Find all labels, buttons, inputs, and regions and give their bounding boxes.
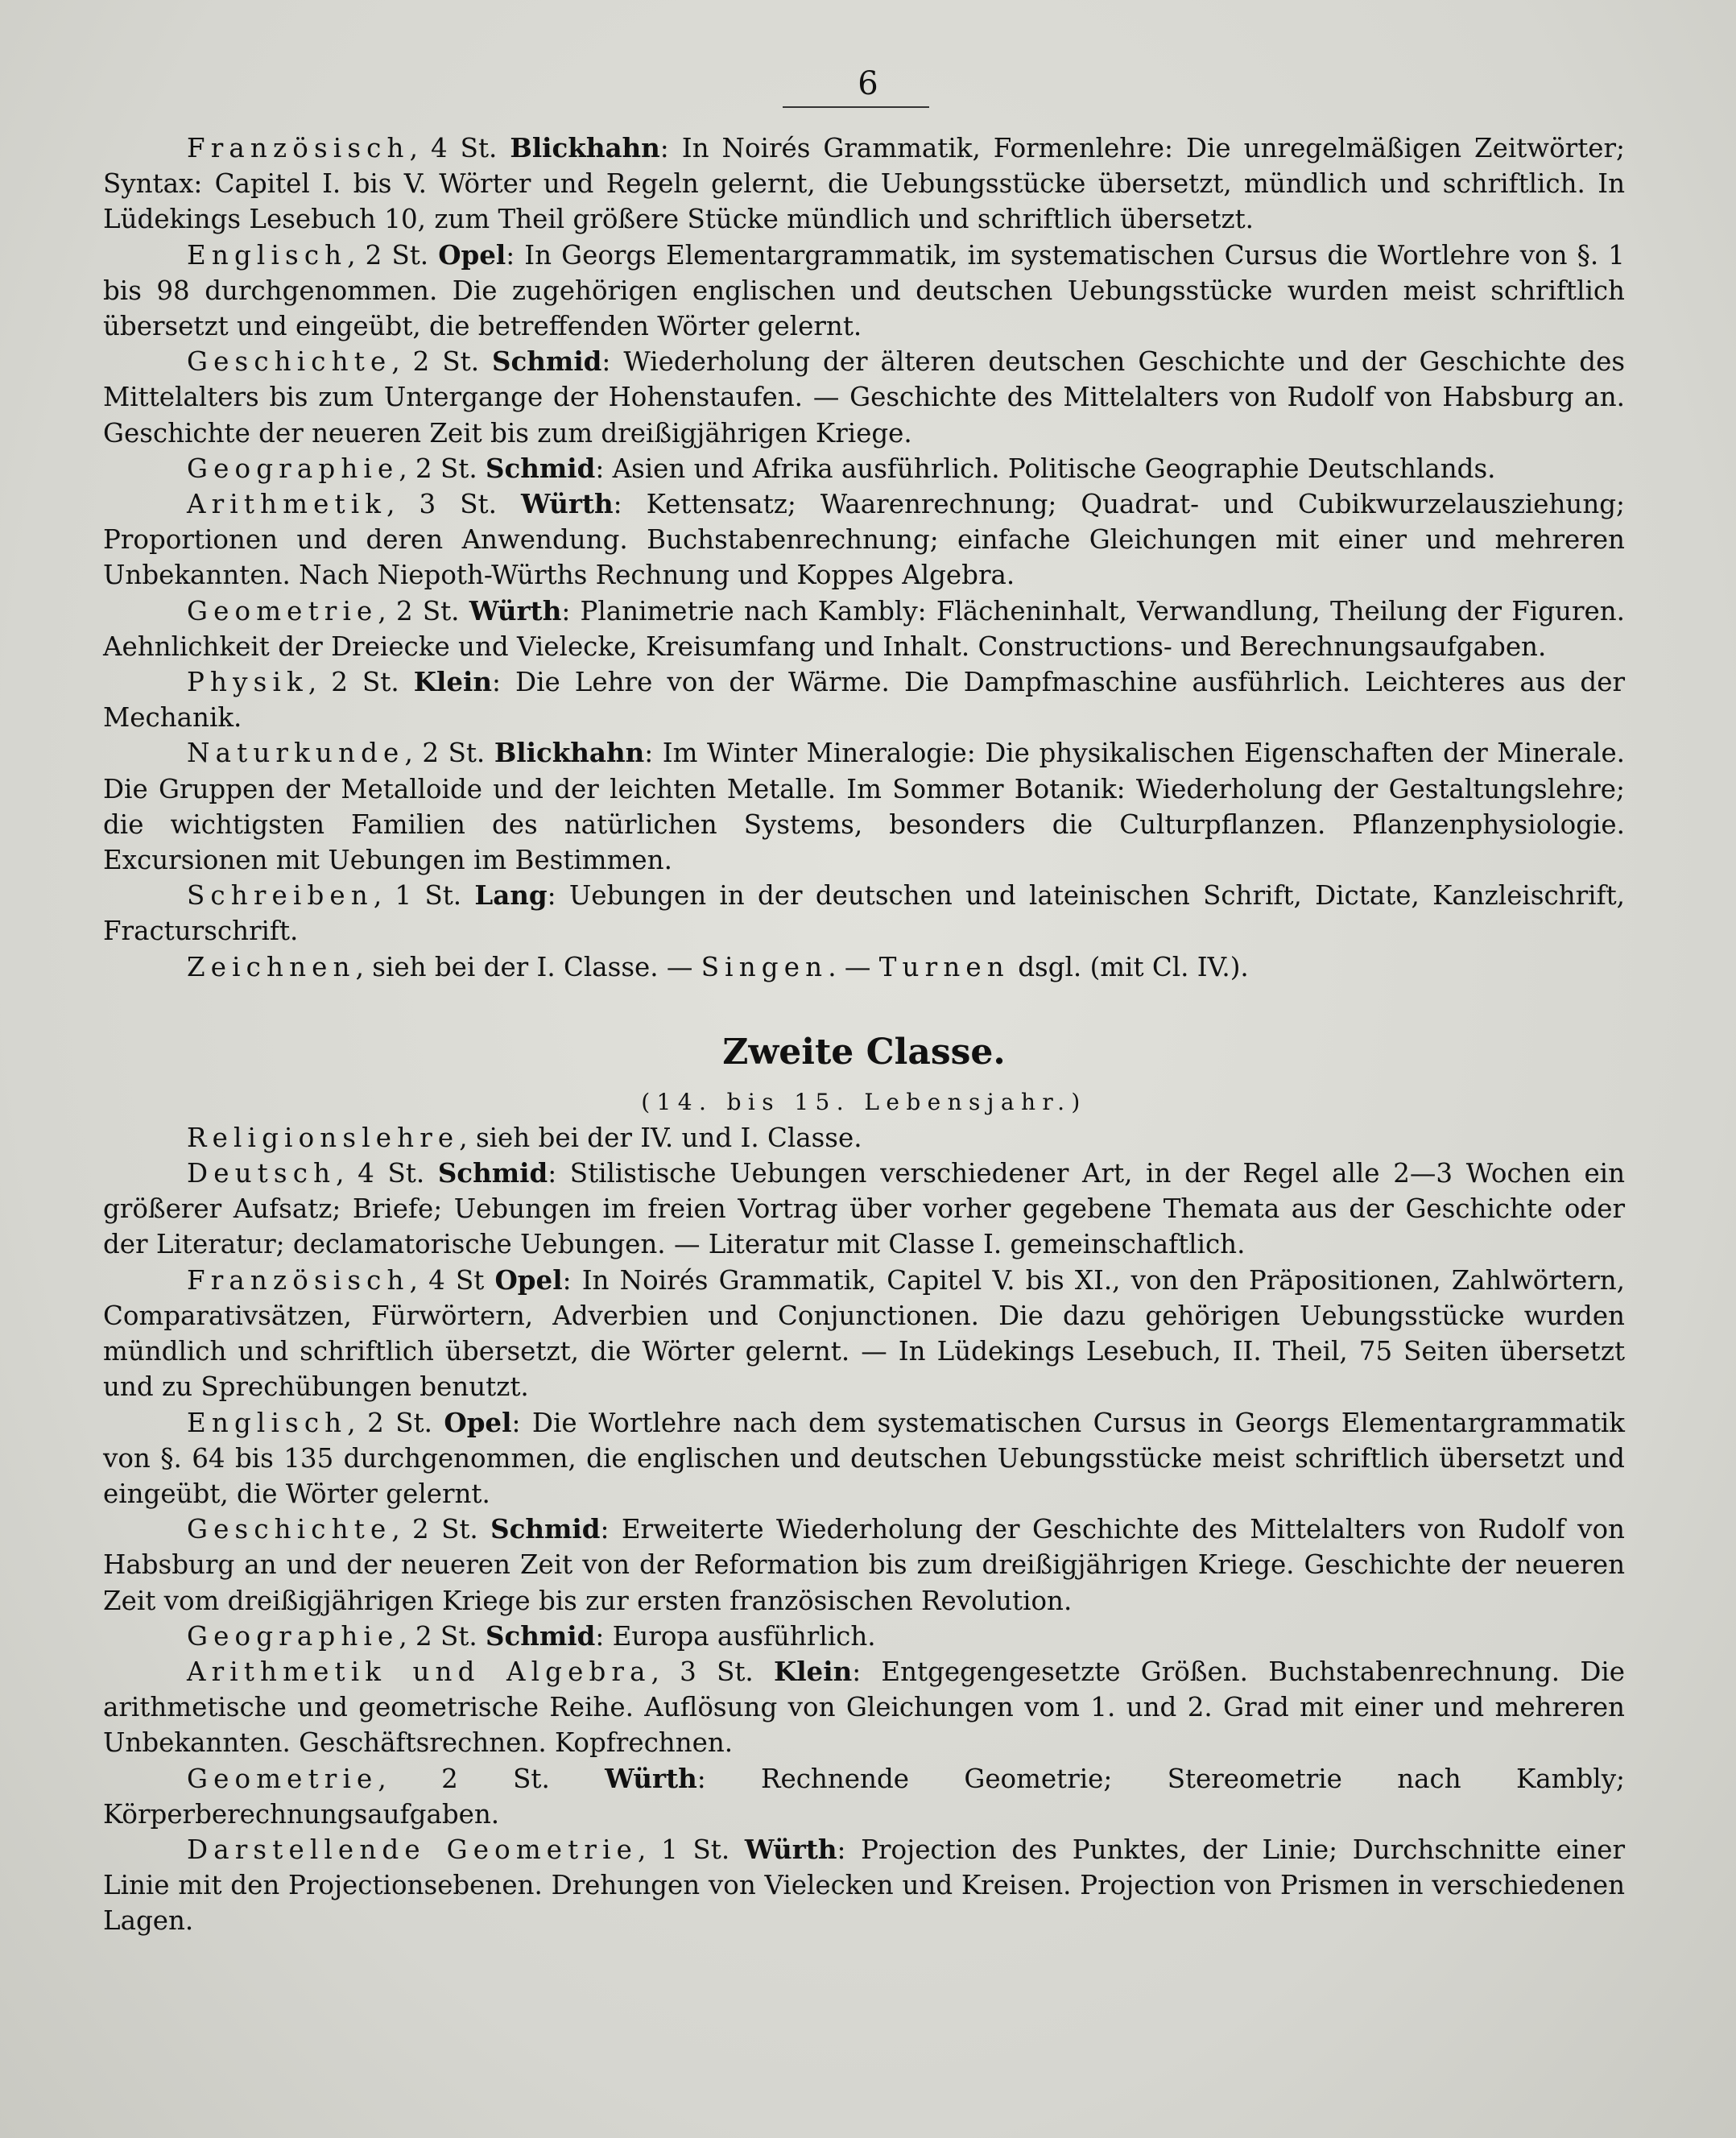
subject-name: Turnen bbox=[878, 951, 1010, 982]
hours-text: , 2 St. bbox=[391, 346, 493, 378]
teacher-name: Opel bbox=[494, 1263, 563, 1296]
subject-name: Englisch bbox=[187, 239, 348, 271]
subject-name: Englisch bbox=[187, 1407, 348, 1438]
hours-text: , 4 St. bbox=[409, 133, 510, 163]
curriculum-text: : Im Winter Mineralogie: Die physikalischen Eigenschaften der Minerale. Die Gruppen der Metalloide und der leichten Metalle. Im Sommer Botanik: Wiederholung der Gestaltungslehre; die wichtigsten Familien des natürlichen Systems, besonders die Culturpflanzen. Pflanzenphysiologie. Excursionen mit Uebungen im Bestimmen. bbox=[103, 738, 1626, 876]
hours-text: , 4 St bbox=[409, 1264, 495, 1296]
section-third-class-continued bbox=[103, 130, 1625, 985]
teacher-name: Blickhahn bbox=[494, 737, 645, 769]
curriculum-text: : Uebungen in der deutschen und lateinischen Schrift, Dictate, Kanzleischrift, Fracturschrift. bbox=[103, 880, 1625, 947]
hours-text: , 2 St. bbox=[347, 239, 439, 271]
subject-name: Geometrie bbox=[187, 1763, 378, 1794]
subject-name: Geschichte bbox=[187, 1514, 392, 1545]
section-second-class bbox=[103, 1120, 1625, 1939]
curriculum-text: : Asien und Afrika ausführlich. Politische Geographie Deutschlands. bbox=[595, 453, 1496, 484]
subject-paragraph bbox=[103, 486, 1625, 593]
subject-name: Geographie bbox=[187, 453, 399, 484]
curriculum-text: : Rechnende Geometrie; Stereometrie nach Kambly; Körperberechnungsaufgaben. bbox=[103, 1763, 1626, 1830]
hours-text: , 1 St. bbox=[373, 880, 475, 912]
hours-text: , 3 St. bbox=[651, 1656, 774, 1687]
teacher-name: Opel bbox=[438, 238, 506, 271]
subject-paragraph bbox=[103, 1263, 1625, 1405]
curriculum-text: : Kettensatz; Waarenrechnung; Quadrat- und Cubikwurzelausziehung; Proportionen und deren Anwendung. Buchstabenrechnung; einfache Gleichungen mit einer und mehreren Unbekannten. Nach Niepoth-Würths Rechnung und Koppes Algebra. bbox=[103, 489, 1625, 591]
page-number-rule bbox=[783, 106, 929, 108]
subject-paragraph bbox=[103, 130, 1625, 238]
page-content bbox=[103, 130, 1625, 1939]
subject-paragraph bbox=[103, 664, 1625, 735]
subject-name: Deutsch bbox=[187, 1158, 337, 1189]
teacher-name: Würth bbox=[744, 1833, 837, 1865]
subject-paragraph bbox=[103, 1156, 1625, 1263]
section-subheading: (14. bis 15. Lebensjahr.) bbox=[641, 1088, 1087, 1115]
subject-name: Schreiben bbox=[187, 880, 374, 912]
teacher-name: Würth bbox=[521, 488, 614, 520]
curriculum-text: : Wiederholung der älteren deutschen Geschichte und der Geschichte des Mittelalters bis zum Untergange der Hohenstaufen. — Geschichte des Mittelalters von Rudolf von Habsburg an. Geschichte der neueren Zeit bis zum dreißigjährigen Kriege. bbox=[103, 346, 1626, 449]
teacher-name: Schmid bbox=[486, 1619, 596, 1652]
hours-text: , 2 St. bbox=[308, 667, 414, 698]
subject-paragraph bbox=[103, 1120, 1625, 1156]
teacher-name: Klein bbox=[413, 666, 492, 698]
teacher-name: Opel bbox=[444, 1406, 512, 1438]
subject-name: Naturkunde bbox=[187, 738, 405, 769]
section-heading: Zweite Classe. bbox=[722, 1031, 1006, 1073]
hours-text: , 2 St. bbox=[378, 1763, 606, 1794]
subject-paragraph bbox=[103, 1761, 1625, 1832]
subject-paragraph bbox=[103, 238, 1625, 345]
hours-text: , 1 St. bbox=[638, 1834, 745, 1865]
hours-text: , 2 St. bbox=[404, 738, 494, 769]
page-number: 6 bbox=[858, 65, 878, 102]
hours-text: , 2 St. bbox=[378, 595, 469, 627]
hours-text: , 2 St. bbox=[399, 1620, 486, 1652]
teacher-name: Schmid bbox=[437, 1157, 548, 1189]
curriculum-text: : Planimetrie nach Kambly: Flächeninhalt, Verwandlung, Theilung der Figuren. Aehnlichkeit der Dreiecke und Vielecke, Kreisumfang und Inhalt. Constructions- und Berechnungsaufgaben. bbox=[103, 595, 1625, 662]
subject-paragraph bbox=[103, 1654, 1625, 1761]
subject-name: Geographie bbox=[187, 1620, 399, 1652]
subject-name: Singen bbox=[701, 951, 829, 982]
subject-name: Französisch bbox=[187, 133, 410, 163]
teacher-name: Würth bbox=[469, 594, 562, 627]
curriculum-text: : Erweiterte Wiederholung der Geschichte des Mittelalters von Rudolf von Habsburg an und der neueren Zeit von der Reformation bis zum dreißigjährigen Kriege. Geschichte der neueren Zeit vom dreißigjährigen Kriege bis zur ersten französischen Revolution. bbox=[103, 1514, 1625, 1616]
subject-paragraph bbox=[103, 949, 1625, 985]
curriculum-text: : Stilistische Uebungen verschiedener Art, in der Regel alle 2—3 Wochen ein größerer Aufsatz; Briefe; Uebungen im freien Vortrag über vorher gegebene Themata aus der Geschichte oder der Literatur; declamatorische Uebungen. — Literatur mit Classe I. gemeinschaftlich. bbox=[103, 1158, 1626, 1260]
curriculum-text: : In Georgs Elementargrammatik, im systematischen Cursus die Wortlehre von §. 1 bis 98 durchgenommen. Die zugehörigen englischen und deutschen Uebungsstücke wurden meist schriftlich übersetzt und eingeübt, die betreffenden Wörter gelernt. bbox=[103, 239, 1625, 342]
hours-text: , 2 St. bbox=[391, 1514, 491, 1545]
subject-paragraph bbox=[103, 344, 1625, 451]
hours-text: , 2 St. bbox=[399, 453, 486, 484]
hours-text: , 4 St. bbox=[336, 1158, 438, 1189]
curriculum-text: : Entgegengesetzte Größen. Buchstabenrechnung. Die arithmetische und geometrische Reihe. Auflösung von Gleichungen vom 1. und 2. Grad mit einer und mehreren Unbekannten. Geschäftsrechnen. Kopfrechnen. bbox=[103, 1656, 1625, 1759]
subject-name: Religionslehre bbox=[187, 1122, 460, 1153]
teacher-name: Schmid bbox=[486, 452, 596, 484]
subject-paragraph bbox=[103, 451, 1625, 486]
teacher-name: Klein bbox=[773, 1655, 853, 1687]
teacher-name: Blickhahn bbox=[510, 132, 660, 163]
curriculum-text: : Die Lehre von der Wärme. Die Dampfmaschine ausführlich. Leichteres aus der Mechanik. bbox=[103, 667, 1626, 734]
hours-text: , 2 St. bbox=[347, 1407, 444, 1438]
separator-text: . — bbox=[828, 951, 879, 982]
curriculum-text: : In Noirés Grammatik, Capitel V. bis XI., von den Präpositionen, Zahlwörtern, Comparativsätzen, Fürwörtern, Adverbien und Conjunctionen. Die dazu gehörigen Uebungsstücke wurden mündlich und schriftlich übersetzt, die Wörter gelernt. — In Lüdekings Lesebuch, II. Theil, 75 Seiten übersetzt und zu Sprechübungen benutzt. bbox=[103, 1264, 1625, 1403]
subject-name: Zeichnen bbox=[187, 951, 356, 982]
teacher-name: Schmid bbox=[490, 1513, 601, 1545]
hours-text: , sieh bei der I. Classe. — bbox=[355, 951, 701, 982]
subject-paragraph bbox=[103, 878, 1625, 949]
subject-name: Arithmetik und Algebra bbox=[187, 1656, 651, 1687]
curriculum-text: dsgl. (mit Cl. IV.). bbox=[1009, 951, 1249, 982]
subject-name: Darstellende Geometrie bbox=[187, 1834, 639, 1865]
subject-paragraph bbox=[103, 593, 1625, 664]
subject-paragraph bbox=[103, 735, 1625, 878]
subject-paragraph bbox=[103, 1619, 1625, 1654]
subject-name: Physik bbox=[187, 667, 308, 698]
subject-paragraph bbox=[103, 1832, 1625, 1939]
subject-name: Geschichte bbox=[187, 346, 392, 378]
subject-paragraph bbox=[103, 1511, 1625, 1619]
subject-paragraph bbox=[103, 1405, 1625, 1512]
curriculum-text: : Projection des Punktes, der Linie; Durchschnitte einer Linie mit den Projectionsebenen. Drehungen von Vielecken und Kreisen. Projection von Prismen in verschiedenen Lagen. bbox=[103, 1834, 1625, 1937]
teacher-name: Schmid bbox=[492, 345, 602, 378]
hours-text: , sieh bei der IV. und I. Classe. bbox=[459, 1122, 862, 1153]
subject-name: Arithmetik bbox=[187, 489, 387, 520]
curriculum-text: : Die Wortlehre nach dem systematischen Cursus in Georgs Elementargrammatik von §. 64 bis 135 durchgenommen, die englischen und deutschen Uebungsstücke meist schriftlich übersetzt und eingeübt, die Wörter gelernt. bbox=[103, 1407, 1625, 1509]
curriculum-text: : In Noirés Grammatik, Formenlehre: Die unregelmäßigen Zeitwörter; Syntax: Capitel I. bis V. Wörter und Regeln gelernt, die Uebungsstücke übersetzt, mündlich und schriftlich. In Lüdekings Lesebuch 10, zum Theil größere Stücke mündlich und schriftlich übersetzt. bbox=[103, 133, 1625, 235]
teacher-name: Würth bbox=[605, 1762, 697, 1794]
subject-name: Geometrie bbox=[187, 595, 378, 627]
subject-name: Französisch bbox=[187, 1264, 410, 1296]
curriculum-text: : Europa ausführlich. bbox=[595, 1620, 876, 1652]
teacher-name: Lang bbox=[474, 879, 548, 912]
hours-text: , 3 St. bbox=[386, 489, 522, 520]
